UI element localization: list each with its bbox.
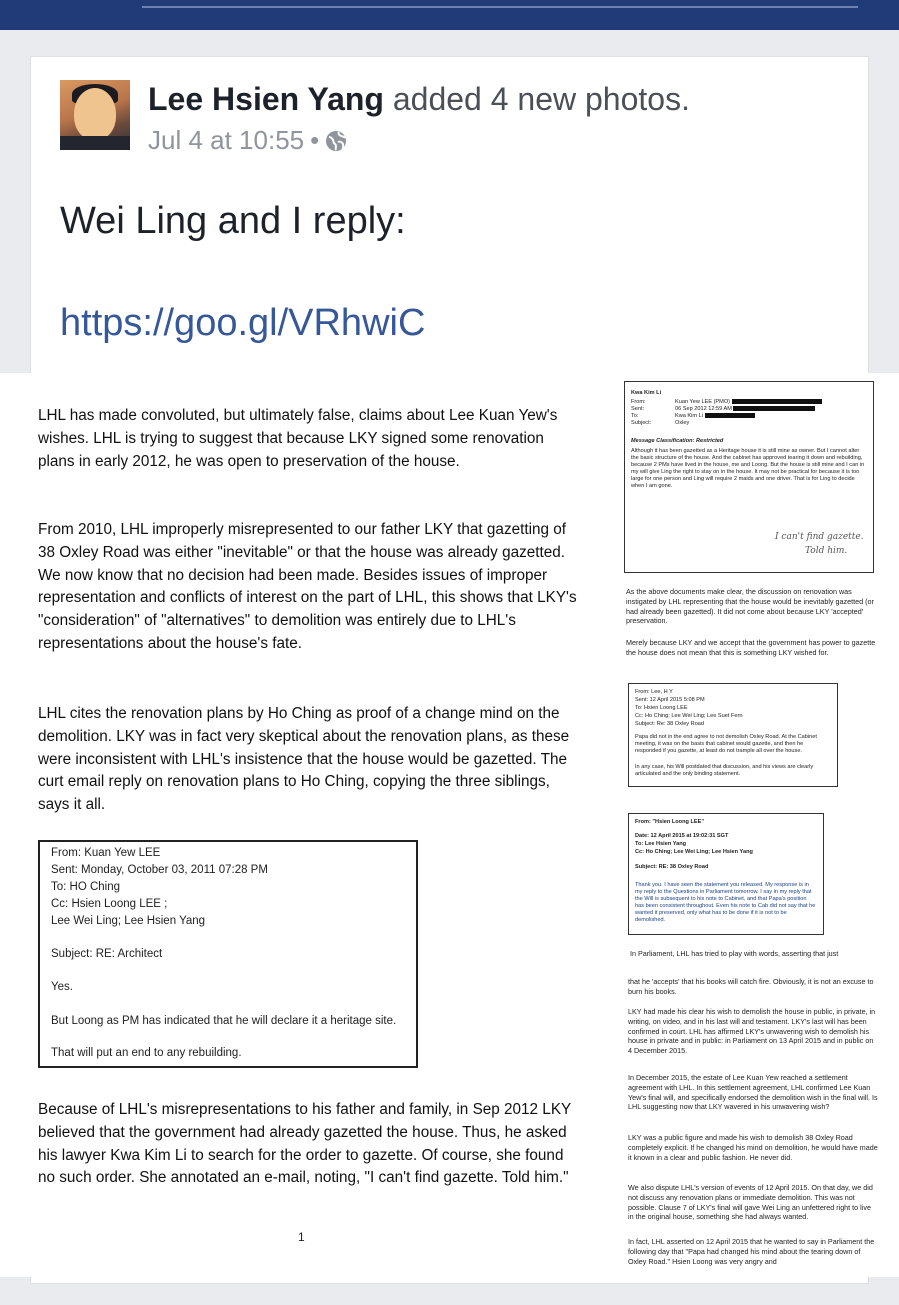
email-body-1: Yes. xyxy=(51,981,73,993)
post-link[interactable]: https://goo.gl/VRhwiC xyxy=(60,302,426,344)
doc-paragraph-1: LHL has made convoluted, but ultimately false, claims about Lee Kuan Yew's wishes. LHL is trying to suggest that because LKY signed some renovation plans in early 2012, he was open to preservation of the house. xyxy=(38,407,558,470)
email2-from: From: Lee, H Y xyxy=(635,689,673,695)
email2-body-2: In any case, his Will postdated that discussion, and his views are clearly articulated and the only binding statement. xyxy=(635,764,814,777)
doc-right-text-2: Merely because LKY and we accept that the government has power to gazette the house does not mean that this is something LKY wished for. xyxy=(626,638,876,657)
email-to: To: HO Ching xyxy=(51,881,121,893)
meta-separator: • xyxy=(310,125,320,155)
doc-paragraph-2: From 2010, LHL improperly misrepresented to our father LKY that gazetting of 38 Oxley Road was either "inevitable" or that the house was already gazetted. We now know that no decision had been made. Besides issues of improper representation and conflicts of interest on the part of LHL, this shows that LKY's "consideration" of "alternatives" to demolition was entirely due to LHL's representations about the house's fate. xyxy=(38,521,577,652)
email-from: From: Kuan Yew LEE xyxy=(51,847,161,859)
email-body-2: But Loong as PM has indicated that he will declare it a heritage site. xyxy=(51,1015,397,1027)
email-header: Kwa Kim Li xyxy=(631,390,662,396)
doc-right-text-1: As the above documents make clear, the discussion on renovation was instigated by LHL representing that the house would be inevitably gazetted (or had already been gazetted). It did not come about because LKY 'accepted' preservation. xyxy=(626,587,874,626)
email-sent-label: Sent: xyxy=(631,406,645,412)
handwritten-note-1: I can't find gazette. xyxy=(775,532,864,542)
globe-icon[interactable] xyxy=(325,127,347,149)
photo-right[interactable] xyxy=(604,373,899,1277)
post-header xyxy=(148,80,690,118)
email2-subject: Subject: Re: 38 Oxley Road xyxy=(635,721,705,727)
email3-to: To: Lee Hsien Yang xyxy=(635,841,687,847)
email-excerpt xyxy=(38,840,418,1068)
email-sent-value: 06 Sep 2012 12:59 AM xyxy=(675,406,815,412)
email-from-value: Kuan Yew LEE (PMO) xyxy=(675,399,822,405)
email2-sent: Sent: 12 April 2015 5:08 PM xyxy=(635,697,705,703)
email-subject-value: Oxley xyxy=(675,420,690,426)
email-box-kwa xyxy=(624,381,874,573)
email3-body: Thank you. I have seen the statement you released. My response is in my reply to the Questions in Parliament tomorrow. I say in my reply that the Will is subsequent to his note to Cabinet, and that Papa's position has been consistent throughout. Even his note to Cab did not say that he wanted it preserved, only what has to be done if it is not to be demolished. xyxy=(635,882,816,923)
handwritten-note-2: Told him. xyxy=(805,546,848,556)
email-subject: Subject: RE: Architect xyxy=(51,948,163,960)
email-cc: Cc: Hsien Loong LEE ; xyxy=(51,898,168,910)
email3-subject: Subject: RE: 38 Oxley Road xyxy=(635,864,709,870)
email-box-hy xyxy=(628,683,838,787)
email3-from: From: "Hsien Loong LEE" xyxy=(635,819,705,825)
doc-right-para-2: LKY had made his clear his wish to demolish the house in public, in private, in writing, on video, and in his last will and testament. LKY's last will has been confirmed in court. LHL has affirmed LKY's unwavering wish to demolish his house in private and in public: in Parliament on 13 April 2015 and in public on 4 December 2015. xyxy=(628,1007,876,1056)
email-classification: Message Classification: Restricted xyxy=(631,438,724,444)
app-top-bar xyxy=(0,0,899,30)
doc-right-para-4: LKY was a public figure and made his wish to demolish 38 Oxley Road completely explicit. If he changed his mind on demolition, he would have made it known in a clear and public fashion. He never did. xyxy=(628,1133,878,1162)
post-text: Wei Ling and I reply: xyxy=(60,200,406,242)
email-sent: Sent: Monday, October 03, 2011 07:28 PM xyxy=(51,864,268,876)
post-timestamp[interactable]: Jul 4 at 10:55 xyxy=(148,125,305,155)
post-action-text: added 4 new photos. xyxy=(392,81,690,117)
email2-to: To: Hsien Loong LEE xyxy=(635,705,688,711)
email-box-hl xyxy=(628,813,824,935)
doc-right-text-3: In Parliament, LHL has tried to play with words, asserting that just xyxy=(630,949,839,958)
email2-cc: Cc: Ho Ching; Lee Wei Ling; Lee Suet Fern xyxy=(635,713,743,719)
avatar[interactable] xyxy=(60,80,130,150)
doc-paragraph-4: Because of LHL's misrepresentations to his father and family, in Sep 2012 LKY believed that the government had already gazetted the house. Thus, he asked his lawyer Kwa Kim Li to search for the order to gazette. Of course, she found no such order. She annotated an e-mail, noting, "I can't find gazette. Told him." xyxy=(38,1101,571,1187)
email-to-value: Kwa Kim Li xyxy=(675,413,755,419)
email-to-label: To: xyxy=(631,413,639,419)
email-cc-cont: Lee Wei Ling; Lee Hsien Yang xyxy=(51,915,206,927)
email-body-3: That will put an end to any rebuilding. xyxy=(51,1047,242,1059)
author-name[interactable]: Lee Hsien Yang xyxy=(148,81,384,117)
post-meta xyxy=(148,124,347,156)
email-from-label: From: xyxy=(631,399,646,405)
email-subject-label: Subject: xyxy=(631,420,652,426)
page-number: 1 xyxy=(298,1230,305,1244)
email2-body-1: Papa did not in the end agree to not demolish Oxley Road. At the Cabinet meeting, it was on the basis that cabinet would gazette, and then he responded if you gazette, at least do not trample all over the house. xyxy=(635,734,817,754)
doc-right-para-3: In December 2015, the estate of Lee Kuan Yew reached a settlement agreement with LHL. In this settlement agreement, LHL confirmed Lee Kuan Yew's final will, and specifically endorsed the demolition wish in the final will. Is LHL suggesting now that LKY wavered in his unwavering wish? xyxy=(628,1073,878,1112)
top-bar-divider xyxy=(142,6,858,8)
email3-cc: Cc: Ho Ching; Lee Wei Ling; Lee Hsien Yang xyxy=(635,849,753,855)
doc-right-para-6: In fact, LHL asserted on 12 April 2015 that he wanted to say in Parliament the following day that "Papa had changed his mind about the tearing down of Oxley Road." Hsien Loong was very angry and xyxy=(628,1237,875,1266)
photo-left[interactable] xyxy=(0,373,602,1277)
doc-right-para-1: that he 'accepts' that his books will catch fire. Obviously, it is not an excuse to burn his books. xyxy=(628,977,874,996)
doc-right-para-5: We also dispute LHL's version of events of 12 April 2015. On that day, we did not discuss any renovation plans or immediate demolition. This was not possible. Clause 7 of LKY's final will gave Wei Ling an unfettered right to live in the original house, something she had always wanted. xyxy=(628,1183,873,1222)
email3-date: Date: 12 April 2015 at 19:02:31 SGT xyxy=(635,833,729,839)
email-body: Although it has been gazetted as a Heritage house it is still mine as owner. But I cannot alter the basic structure of the house. And the cabinet has approved tearing it down and rebuilding, because 2 PMs have lived in the house, me and Loong. But the house is still mine and I can in my will give Ling the right to stay on in the house. It may not be practical for because it is too large for one person and Ling will require 2 maids and one driver. That is for Ling to decide when I am gone. xyxy=(631,448,865,489)
doc-paragraph-3: LHL cites the renovation plans by Ho Ching as proof of a change mind on the demolition. LKY was in fact very skeptical about the renovation plans, as these were inconsistent with LHL's insistence that the house would be gazetted. The curt email reply on renovation plans to Ho Ching, copying the three siblings, says it all. xyxy=(38,705,570,814)
